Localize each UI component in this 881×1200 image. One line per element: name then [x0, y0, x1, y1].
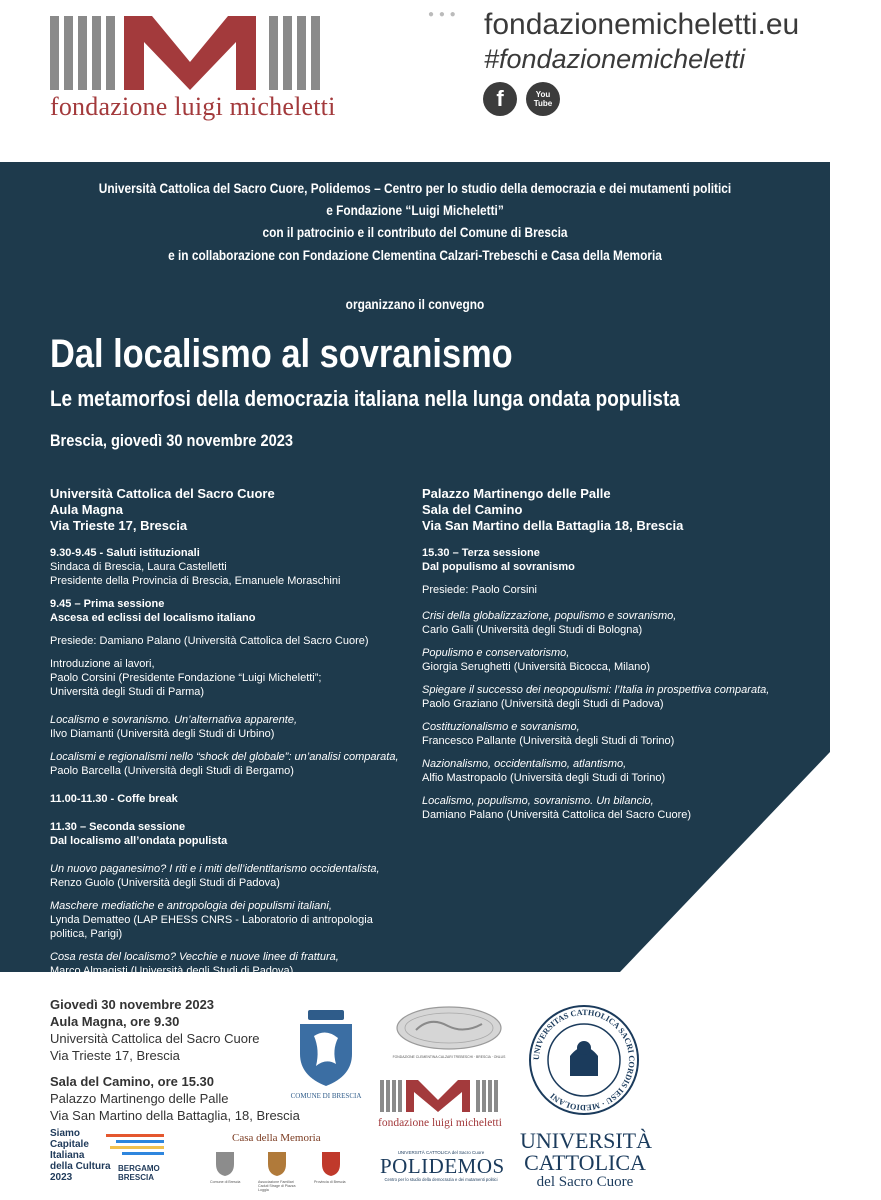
- program-block: [50, 597, 410, 625]
- program-line: Presiede: Damiano Palano (Università Cattolica del Sacro Cuore): [50, 635, 369, 647]
- casa-caption: Comune di Brescia: [210, 1180, 241, 1184]
- program-block: [422, 546, 782, 574]
- talk-speaker: Paolo Graziano (Università degli Studi di Padova): [422, 698, 664, 710]
- program-block: [50, 634, 410, 648]
- intro-line: Università Cattolica del Sacro Cuore, Polidemos – Centro per lo studio della democrazia e dei mutamenti politici: [98, 181, 732, 196]
- ucsc-line: CATTOLICA: [524, 1150, 646, 1175]
- polidemos-name: POLIDEMOS: [380, 1154, 505, 1178]
- venue-line: Via Trieste 17, Brescia: [50, 518, 188, 533]
- venue-line: Via San Martino della Battaglia 18, Brescia: [422, 518, 684, 533]
- talk-speaker: Francesco Pallante (Università degli Studi di Torino): [422, 735, 675, 747]
- program-line: Presidente della Provincia di Brescia, Emanuele Moraschini: [50, 575, 341, 587]
- capitale-line: della Cultura: [50, 1161, 111, 1172]
- session-title: Dal populismo al sovranismo: [422, 561, 575, 573]
- venue-line: Sala del Camino: [422, 502, 523, 517]
- talk-speaker: Lynda Dematteo (LAP EHESS CNRS - Laboratorio di antropologia: [50, 914, 373, 926]
- intro-line: con il patrocinio e il contributo del Comune di Brescia: [262, 225, 568, 240]
- polidemos-logo: [380, 1150, 505, 1182]
- program-line: Sindaca di Brescia, Laura Castelletti: [50, 561, 227, 573]
- footer-date: Giovedì 30 novembre 2023: [50, 997, 215, 1012]
- micheletti-logo: [50, 12, 335, 90]
- medallion-caption: FONDAZIONE CLEMENTINA CALZARI TREBESCHI · BRESCIA · ONLUS: [392, 1055, 506, 1059]
- talk-title: Localismo e sovranismo. Un’alternativa apparente,: [50, 714, 298, 726]
- capitale-city: BRESCIA: [118, 1173, 155, 1182]
- talk: [422, 757, 782, 785]
- program-line: Paolo Corsini (Presidente Fondazione “Luigi Micheletti”;: [50, 672, 322, 684]
- session-title: Dal localismo all’ondata populista: [50, 835, 228, 847]
- talk: [50, 899, 410, 941]
- talk: [422, 683, 782, 711]
- talk-title: Un nuovo paganesimo? I riti e i miti dell’identitarismo occidentalista,: [50, 863, 380, 875]
- session-time: 11.00-11.30 - Coffe break: [50, 793, 178, 805]
- session-time: 9.30-9.45 - Saluti istituzionali: [50, 547, 200, 559]
- program-line: Università degli Studi di Parma): [50, 686, 205, 698]
- casa-caption: Associazione Familiari Caduti Strage di Piazza Loggia: [258, 1180, 296, 1192]
- capitale-line: 2023: [50, 1172, 73, 1183]
- talk: [50, 750, 410, 778]
- polidemos-sub: Centro per lo studio della democrazia e dei mutamenti politici: [384, 1177, 498, 1182]
- venue-line: Palazzo Martinengo delle Palle: [422, 486, 611, 501]
- venue-line: Aula Magna: [50, 502, 123, 517]
- youtube-icon[interactable]: You Tube: [526, 82, 560, 116]
- footer-info: [50, 996, 300, 1124]
- footer-morning-place: Università Cattolica del Sacro Cuore: [50, 1031, 260, 1046]
- micheletti-small-text: fondazione luigi micheletti: [378, 1117, 502, 1129]
- talk: [50, 862, 410, 890]
- talk: [422, 609, 782, 637]
- event-subtitle: Le metamorfosi della democrazia italiana nella lunga ondata populista: [50, 386, 680, 411]
- talk-title: Spiegare il successo dei neopopulismi: l’Italia in prospettiva comparata,: [422, 684, 770, 696]
- footer-morning-address: Via Trieste 17, Brescia: [50, 1048, 180, 1063]
- event-date: Brescia, giovedì 30 novembre 2023: [50, 431, 293, 450]
- brescia-crest-logo: [286, 1006, 366, 1102]
- footer-afternoon-place: Palazzo Martinengo delle Palle: [50, 1091, 229, 1106]
- talk-speaker: Alfio Mastropaolo (Università degli Studi di Torino): [422, 772, 666, 784]
- talk-speaker: Paolo Barcella (Università degli Studi di Bergamo): [50, 765, 294, 777]
- talk-title: Cosa resta del localismo? Vecchie e nuove linee di frattura,: [50, 951, 339, 963]
- talk-title: Localismi e regionalismi nello “shock del globale”: un’analisi comparata,: [50, 751, 399, 763]
- talk-title: Populismo e conservatorismo,: [422, 647, 570, 659]
- morning-venue: [50, 486, 410, 534]
- talk-speaker: Carlo Galli (Università degli Studi di Bologna): [422, 624, 643, 636]
- talk-title: Maschere mediatiche e antropologia dei populismi italiani,: [50, 900, 332, 912]
- program-line: Presiede: Paolo Corsini: [422, 584, 537, 596]
- capitale-line: Capitale: [50, 1139, 89, 1150]
- talk-title: Nazionalismo, occidentalismo, atlantismo,: [422, 758, 627, 770]
- capitale-stripes: [106, 1134, 166, 1156]
- intro-line: e Fondazione “Luigi Micheletti”: [326, 203, 504, 218]
- talk-speaker: Marco Almagisti (Università degli Studi di Padova): [50, 965, 294, 977]
- program-block: [50, 820, 410, 848]
- venue-line: Università Cattolica del Sacro Cuore: [50, 486, 275, 501]
- intro-line: e in collaborazione con Fondazione Clementina Calzari-Trebeschi e Casa della Memoria: [168, 248, 662, 263]
- capitale-line: Siamo: [50, 1128, 81, 1139]
- casa-memoria-logo: [210, 1130, 360, 1192]
- organize-text: organizzano il convegno: [345, 297, 485, 312]
- talk-speaker: Ilvo Diamanti (Università degli Studi di Urbino): [50, 728, 275, 740]
- session-time: 15.30 – Terza sessione: [422, 547, 540, 559]
- polidemos-caption: UNIVERSITÀ CATTOLICA del Sacro Cuore: [397, 1150, 485, 1155]
- micheletti-small-logo: [378, 1078, 500, 1129]
- talk-title: Localismo, populismo, sovranismo. Un bilancio,: [422, 795, 654, 807]
- talk-speaker: Giorgia Serughetti (Università Bicocca, Milano): [422, 661, 651, 673]
- casa-caption: Provincia di Brescia: [314, 1180, 346, 1184]
- program-block: [50, 792, 410, 806]
- ucsc-wordmark: [520, 1130, 650, 1190]
- decorative-dots: ● ● ●: [428, 9, 457, 20]
- facebook-icon[interactable]: f: [483, 82, 517, 116]
- session-time: 9.45 – Prima sessione: [50, 598, 165, 610]
- afternoon-venue: [422, 486, 782, 534]
- talk-title: Crisi della globalizzazione, populismo e sovranismo,: [422, 610, 677, 622]
- ucsc-line: UNIVERSITÀ: [520, 1128, 652, 1153]
- capitale-line: Italiana: [50, 1150, 85, 1161]
- session-title: Ascesa ed eclissi del localismo italiano: [50, 612, 256, 624]
- footer-afternoon-venue: Sala del Camino, ore 15.30: [50, 1074, 215, 1089]
- capitale-cultura-logo: [50, 1128, 170, 1190]
- talk: [422, 794, 782, 822]
- event-title: Dal localismo al sovranismo: [50, 332, 513, 376]
- ucsc-seal-logo: [528, 1004, 640, 1116]
- program-block: [422, 583, 782, 597]
- session-time: 11.30 – Seconda sessione: [50, 821, 186, 833]
- casa-crests: [210, 1148, 360, 1178]
- talk-speaker: politica, Parigi): [50, 928, 123, 940]
- footer-morning-venue: Aula Magna, ore 9.30: [50, 1014, 180, 1029]
- comune-caption: COMUNE DI BRESCIA: [290, 1092, 362, 1100]
- program-line: Introduzione ai lavori,: [50, 658, 155, 670]
- talk: [50, 713, 410, 741]
- hashtag: #fondazionemicheletti: [484, 44, 746, 74]
- calzari-medallion-logo: [390, 1004, 508, 1060]
- seal-text: UNIVERSITAS CATHOLICA SACRI CORDIS IESU · MEDIOLANI: [531, 1007, 637, 1113]
- casa-title: Casa della Memoria: [232, 1132, 321, 1144]
- program-block: [50, 546, 410, 588]
- capitale-city: BERGAMO: [118, 1164, 160, 1173]
- talk-speaker: Renzo Guolo (Università degli Studi di Padova): [50, 877, 280, 889]
- ucsc-line: del Sacro Cuore: [536, 1174, 634, 1190]
- talk: [50, 950, 410, 978]
- talk: [422, 646, 782, 674]
- afternoon-program: [422, 486, 782, 831]
- talk: [422, 720, 782, 748]
- website-link[interactable]: fondazionemicheletti.eu: [484, 8, 800, 41]
- morning-program: [50, 486, 410, 987]
- program-block: [50, 657, 410, 699]
- foundation-name: fondazione luigi micheletti: [50, 92, 336, 121]
- talk-speaker: Damiano Palano (Università Cattolica del Sacro Cuore): [422, 809, 692, 821]
- talk-title: Costituzionalismo e sovranismo,: [422, 721, 580, 733]
- micheletti-small-bars: [378, 1078, 500, 1112]
- footer-afternoon-address: Via San Martino della Battaglia, 18, Brescia: [50, 1108, 300, 1123]
